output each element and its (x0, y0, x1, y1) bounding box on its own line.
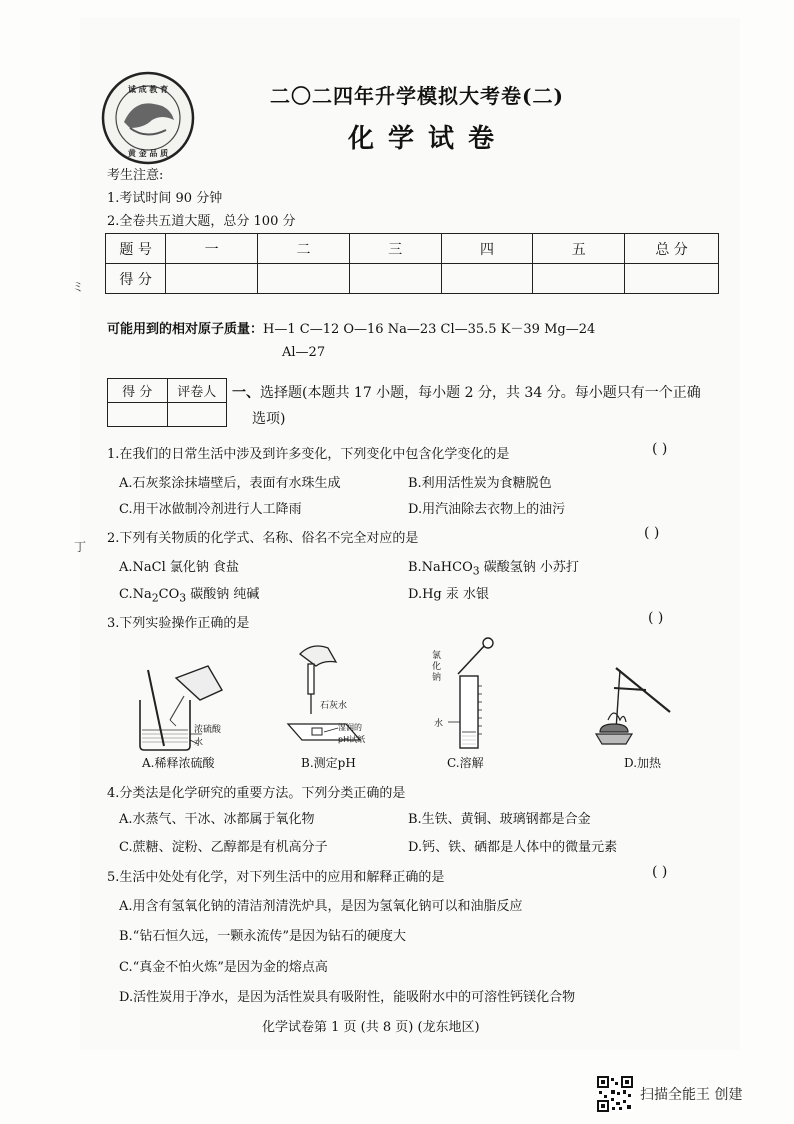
grader-cell: 得 分 (108, 379, 168, 403)
fig-c-caption: C.溶解 (447, 756, 484, 770)
grader-blank[interactable] (167, 403, 227, 427)
notice-heading: 考生注意: (107, 168, 164, 183)
qr-code-icon (597, 1076, 633, 1112)
seal-logo-icon (100, 70, 196, 166)
fig-a-caption: A.稀释浓硫酸 (142, 756, 215, 770)
score-blank[interactable] (258, 264, 350, 294)
q2-option-c-mid: CO (158, 587, 180, 602)
grader-header-row (108, 379, 227, 403)
figure-c-dissolve-diagram (428, 636, 508, 752)
exam-title: 二〇二四年升学模拟大考卷(二) (270, 84, 564, 108)
fig-c-label-3: 钠 (432, 673, 442, 683)
score-blank[interactable] (166, 264, 258, 294)
score-blank[interactable] (533, 264, 625, 294)
q5-option-c: C.“真金不怕火炼”是因为金的熔点高 (119, 960, 328, 975)
score-table-cell: 二 (258, 234, 350, 264)
q1-option-b: B.利用活性炭为食糖脱色 (408, 476, 552, 491)
margin-mark-1: ミ (72, 280, 85, 294)
q4-option-c: C.蔗糖、淀粉、乙醇都是有机高分子 (119, 840, 328, 855)
score-table-cell: 三 (349, 234, 441, 264)
atomic-mass-label: 可能用到的相对原子质量： (107, 322, 264, 337)
fig-d-caption: D.加热 (624, 756, 662, 770)
score-table-cell: 得 分 (106, 264, 166, 294)
fig-a-label-acid: 浓硫酸 (194, 725, 222, 735)
grader-blank-row (108, 403, 227, 427)
watermark-text: 扫描全能王 创建 (640, 1087, 743, 1103)
grader-table (107, 378, 227, 427)
fig-b-caption: B.测定pH (301, 756, 356, 770)
q1-option-d: D.用汽油除去衣物上的油污 (408, 502, 566, 517)
answer-paren-3[interactable]: ( ) (648, 610, 664, 626)
fig-b-label-limewater: 石灰水 (320, 701, 348, 711)
q5-option-a: A.用含有氢氧化钠的清洁剂清洗炉具，是因为氢氧化钠可以和油脂反应 (119, 899, 523, 914)
atomic-mass-values: H—1 C—12 O—16 Na—23 Cl—35.5 K－39 Mg—24 (263, 322, 596, 337)
notice-line-1: 1.考试时间 90 分钟 (107, 191, 223, 206)
section1-number: 一、 (232, 385, 260, 401)
question-4-stem: 4.分类法是化学研究的重要方法。下列分类正确的是 (107, 786, 406, 801)
exam-subject: 化学试卷 (348, 124, 509, 154)
q5-option-d: D.活性炭用于净水，是因为活性炭具有吸附性，能吸附水中的可溶性钙镁化合物 (119, 990, 576, 1005)
question-2-stem: 2.下列有关物质的化学式、名称、俗名不完全对应的是 (107, 531, 419, 546)
q2-option-c-pre: C.Na (119, 587, 152, 602)
score-table-cell: 一 (166, 234, 258, 264)
answer-paren-5[interactable]: ( ) (652, 864, 668, 880)
question-1-stem: 1.在我们的日常生活中涉及到许多变化，下列变化中包含化学变化的是 (107, 447, 510, 462)
score-table-cell: 四 (441, 234, 533, 264)
q2-option-c (119, 583, 259, 605)
seal-text-bottom: 黄 金 品 质 (127, 149, 169, 158)
figure-d-heating-diagram (586, 660, 676, 752)
q2-option-c-post: 碳酸钠 纯碱 (186, 587, 260, 602)
q2-option-b (408, 556, 579, 578)
grader-blank[interactable] (108, 403, 168, 427)
q2-option-c-sub1: 2 (151, 591, 159, 605)
fig-c-label-water: 水 (434, 719, 444, 729)
figure-b-ph-test-diagram (272, 632, 382, 752)
fig-b-label-paper: pH试纸 (338, 735, 366, 744)
seal-text-top: 诚 成 教 育 (127, 85, 169, 94)
grader-cell: 评卷人 (167, 379, 227, 403)
figure-a-dilute-acid-diagram (130, 660, 240, 752)
fig-c-label-2: 化 (432, 662, 442, 672)
score-table-header-row (106, 234, 719, 264)
section1-heading-text: 选择题(本题共 17 小题，每小题 2 分，共 34 分。每小题只有一个正确 (260, 385, 701, 401)
q4-option-d: D.钙、铁、硒都是人体中的微量元素 (408, 840, 618, 855)
fig-a-label-water: 水 (194, 738, 204, 748)
notice-line-2: 2.全卷共五道大题，总分 100 分 (107, 214, 296, 229)
score-table-cell: 总 分 (625, 234, 719, 264)
q2-option-c-sub2: 3 (179, 591, 187, 605)
score-blank[interactable] (441, 264, 533, 294)
section1-heading-cont: 选项) (252, 411, 286, 427)
score-table-cell: 题 号 (106, 234, 166, 264)
q2-option-a: A.NaCl 氯化钠 食盐 (119, 560, 240, 575)
q2-option-b-post: 碳酸氢钠 小苏打 (479, 560, 579, 575)
score-table-score-row (106, 264, 719, 294)
margin-mark-2: 丁 (74, 540, 87, 554)
section1-heading (232, 382, 701, 402)
answer-paren-2[interactable]: ( ) (644, 525, 660, 541)
score-blank[interactable] (349, 264, 441, 294)
q2-option-d: D.Hg 汞 水银 (408, 587, 490, 602)
q4-option-b: B.生铁、黄铜、玻璃钢都是合金 (408, 812, 591, 827)
q4-option-a: A.水蒸气、干冰、冰都属于氧化物 (119, 812, 315, 827)
q1-option-c: C.用干冰做制冷剂进行人工降雨 (119, 502, 302, 517)
answer-paren-1[interactable]: ( ) (652, 441, 668, 457)
q2-option-b-pre: B.NaHCO (408, 560, 473, 575)
question-3-stem: 3.下列实验操作正确的是 (107, 616, 250, 631)
question-5-stem: 5.生活中处处有化学，对下列生活中的应用和解释正确的是 (107, 870, 445, 885)
fig-b-label-moist: 湿润的 (338, 723, 362, 732)
q2-option-b-sub: 3 (472, 564, 480, 578)
page-footer: 化学试卷第 1 页 (共 8 页) (龙东地区) (262, 1020, 480, 1035)
atomic-mass-line (107, 318, 595, 337)
atomic-mass-extra: Al—27 (282, 345, 326, 360)
score-table-cell: 五 (533, 234, 625, 264)
score-blank[interactable] (625, 264, 719, 294)
q5-option-b: B.“钻石恒久远，一颗永流传”是因为钻石的硬度大 (119, 929, 406, 944)
score-table (105, 233, 719, 294)
q1-option-a: A.石灰浆涂抹墙壁后，表面有水珠生成 (119, 476, 341, 491)
fig-c-label-1: 氯 (432, 651, 442, 661)
